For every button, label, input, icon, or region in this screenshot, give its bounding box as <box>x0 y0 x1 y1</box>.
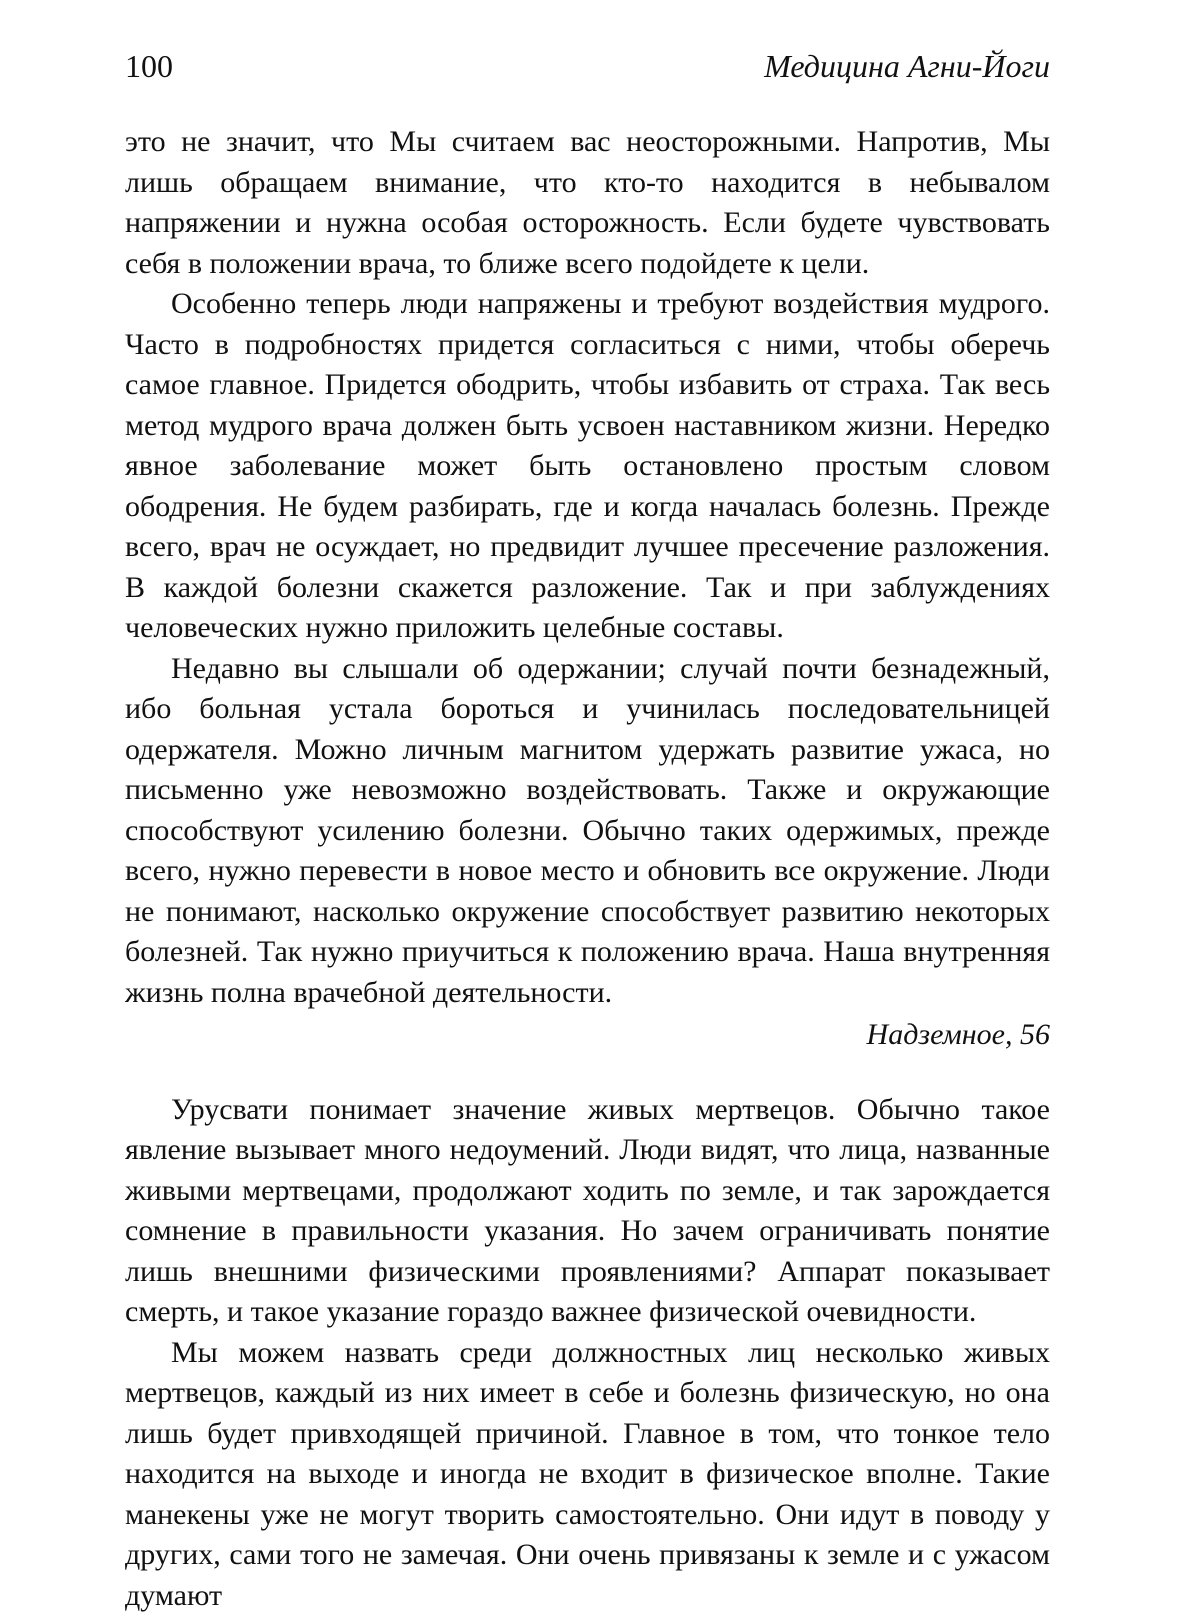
book-page <box>125 40 1050 1570</box>
paragraph: Недавно вы слышали об одержании; случай почти безнадежный, ибо больная устала бороться и учинилась последовательницей одержателя. Можно личным магнитом удержать развитие ужаса, но письменно уже невозможно воздействовать. Также и окружающие способствуют усилению болезни. Обычно таких одержимых, прежде всего, нужно перевести в новое место и обновить все окружение. Люди не понимают, насколько окружение способствует развитию некоторых болезней. Так нужно приучиться к положению врача. Наша внутренняя жизнь полна врачебной деятельности. <box>125 649 1050 1014</box>
page-header <box>125 40 1050 92</box>
paragraph: Урусвати понимает значение живых мертвецов. Обычно такое явление вызывает много недоумений. Люди видят, что лица, названные живыми мертвецами, продолжают ходить по земле, и так зарождается сомнение в правильности указания. Но зачем ограничивать понятие лишь внешними физическими проявлениями? Аппарат показывает смерть, и такое указание гораздо важнее физической очевидности. <box>125 1090 1050 1333</box>
paragraph: это не значит, что Мы считаем вас неосторожными. Напротив, Мы лишь обращаем внимание, что кто-то находится в небывалом напряжении и нужна особая осторожность. Если будете чувствовать себя в положении врача, то ближе всего подойдете к цели. <box>125 122 1050 284</box>
running-title: Медицина Агни-Йоги <box>764 40 1050 92</box>
paragraph: Особенно теперь люди напряжены и требуют воздействия мудрого. Часто в подробностях придется согласиться с ними, чтобы оберечь самое главное. Придется ободрить, чтобы избавить от страха. Так весь метод мудрого врача должен быть усвоен наставником жизни. Нередко явное заболевание может быть остановлено простым словом ободрения. Не будем разбирать, где и когда началась болезнь. Прежде всего, врач не осуждает, но предвидит лучшее пресечение разложения. В каждой болезни скажется разложение. Так и при заблуждениях человеческих нужно приложить целебные составы. <box>125 284 1050 649</box>
body-text <box>125 122 1050 1616</box>
paragraph: Мы можем назвать среди должностных лиц несколько живых мертвецов, каждый из них имеет в себе и болезнь физическую, но она лишь будет привходящей причиной. Главное в том, что тонкое тело находится на выходе и иногда не входит в физическое вполне. Такие манекены уже не могут творить самостоятельно. Они идут в поводу у других, сами того не замечая. Они очень привязаны к земле и с ужасом думают <box>125 1333 1050 1616</box>
page-number: 100 <box>125 40 173 92</box>
source-citation: Надземное, 56 <box>125 1015 1050 1056</box>
